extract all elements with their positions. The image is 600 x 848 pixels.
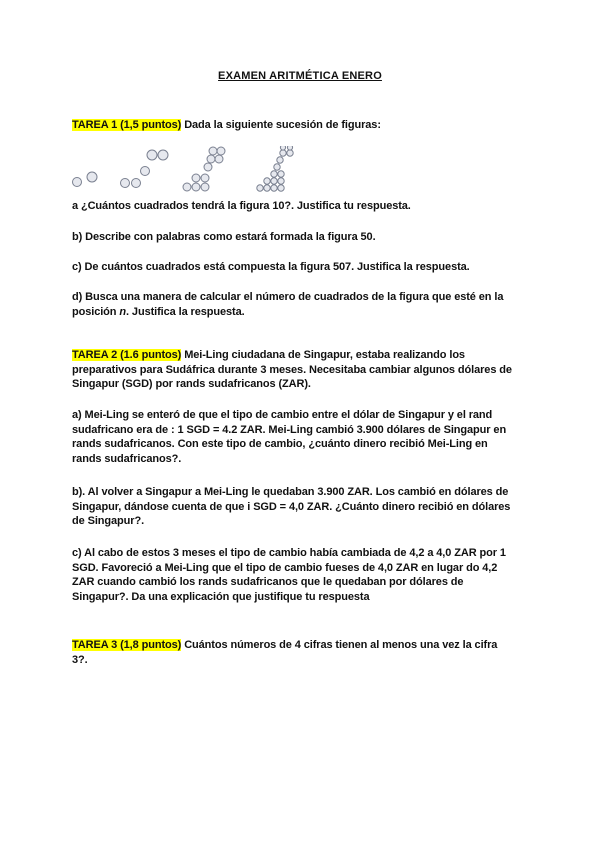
tarea2-intro-l3: Singapur (SGD) por rands sudafricanos (ZAR). [72,378,311,391]
qd-text-a: posición [72,305,120,318]
tarea1-heading [72,118,532,133]
qd-text-b: . Justifica la respuesta. [126,305,245,318]
tarea2-intro-l2: preparativos para Sudáfrica durante 3 meses. Necesitaba cambiar algunos dólares de [72,363,512,376]
figure-1 [73,172,98,187]
tarea1-qd-line1: d) Busca una manera de calcular el número de cuadrados de la figura que esté en la [72,291,504,303]
tarea3-label: TAREA 3 (1,8 puntos) [72,639,182,651]
tarea2-intro [72,348,532,392]
tarea1-question-c: c) De cuántos cuadrados está compuesta la figura 507. Justifica la respuesta. [72,261,470,273]
figure-3 [183,147,225,191]
tarea2-question-c [72,546,532,604]
tarea1-qd-line2 [72,305,532,320]
tarea1-question-a: a ¿Cuántos cuadrados tendrá la figura 10?. Justifica tu respuesta. [72,200,411,212]
tarea2-qc-l3: ZAR cuando cambió los rands sudafricanos que le quedaban por dólares de [72,576,464,589]
tarea2-label: TAREA 2 (1.6 puntos) [72,349,182,361]
tarea3-text-l2: 3?. [72,653,88,666]
tarea2-qa-l2: sudafricano era de : 1 SGD = 4.2 ZAR. Mei-Ling cambió 3.900 dólares de Singapur en [72,423,507,436]
tarea2-qb-l3: de Singapur?. [72,515,145,528]
tarea3-text-l1: Cuántos números de 4 cifras tienen al menos una vez la cifra [181,639,498,651]
figure-2 [121,150,169,188]
tarea1-intro: Dada la siguiente sucesión de figuras: [181,119,381,131]
qd-variable-n: n [119,305,127,318]
tarea2-qb-l2: Singapur, dándose cuenta de que i SGD = 4,0 ZAR. ¿Cuánto dinero recibió en dólares [72,500,511,513]
tarea1-question-d [72,290,532,319]
figure-sequence [70,146,310,192]
tarea2-question-a [72,408,532,466]
figure-4 [257,146,293,191]
tarea2-qa-l1: a) Mei-Ling se enteró de que el tipo de cambio entre el dólar de Singapur y el rand [72,409,493,421]
tarea2-intro-l1: Mei-Ling ciudadana de Singapur, estaba realizando los [181,349,465,361]
tarea2-qa-l4: rands sudafricanos?. [72,452,182,465]
tarea1-label: TAREA 1 (1,5 puntos) [72,119,182,131]
figure-sequence-drawing [70,146,310,192]
tarea2-qa-l3: rands sudafricanos. Con este tipo de cambio, ¿cuánto dinero recibió Mei-Ling en [72,438,488,451]
tarea2-qc-l1: c) Al cabo de estos 3 meses el tipo de cambio había cambiada de 4,2 a 4,0 ZAR por 1 [72,547,506,559]
tarea2-question-b [72,485,532,529]
tarea1-question-b: b) Describe con palabras como estará formada la figura 50. [72,231,376,243]
tarea3 [72,638,532,667]
tarea2-qc-l4: Singapur?. Da una explicación que justifique tu respuesta [72,590,370,603]
tarea2-qc-l2: SGD. Favoreció a Mei-Ling que el tipo de cambio fueses de 4,0 ZAR en lugar do 4,2 [72,561,498,574]
exam-title: EXAMEN ARITMÉTICA ENERO [218,70,382,82]
tarea2-qb-l1: b). Al volver a Singapur a Mei-Ling le quedaban 3.900 ZAR. Los cambió en dólares de [72,486,509,498]
